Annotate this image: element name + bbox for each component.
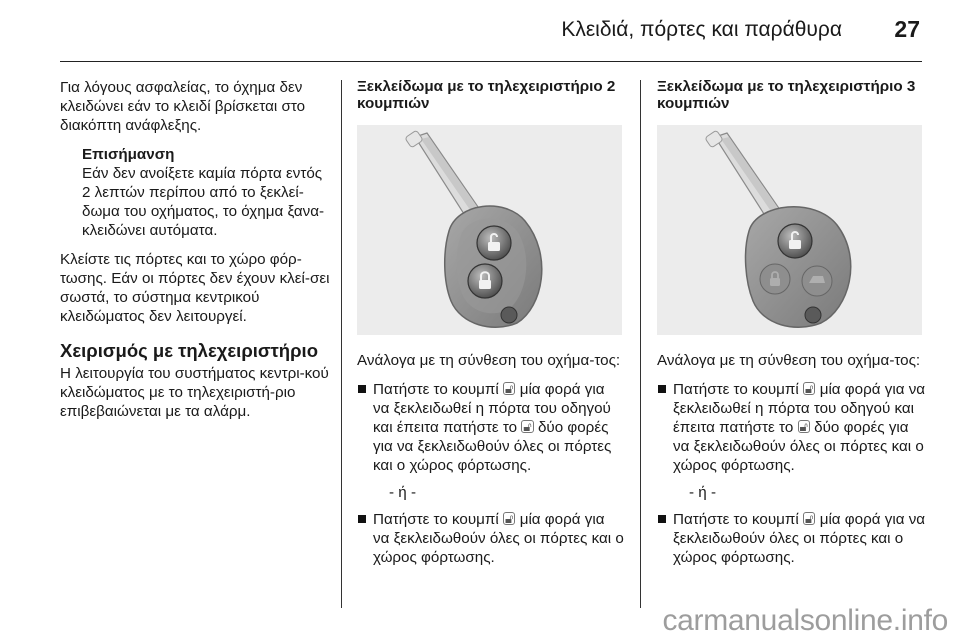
- two-button-intro: Ανάλογα με τη σύνθεση του οχήμα-τος:: [357, 352, 621, 369]
- key-ring-hole: [501, 307, 517, 323]
- key-ring-hole: [805, 307, 821, 323]
- column-divider: [640, 80, 641, 608]
- unlock-icon: 🔓︎: [505, 511, 514, 526]
- page-header: [0, 0, 960, 64]
- three-button-key-illustration: [657, 125, 922, 335]
- page-number: 27: [894, 16, 920, 42]
- unlock-icon: 🔓︎: [523, 419, 532, 434]
- list-item: Πατήστε το κουμπί 🔓︎ μία φορά για να ξεκλειδωθούν όλες οι πόρτες και ο χώρος φόρτωσης.: [657, 510, 927, 567]
- note-text: Εάν δεν ανοίξετε καμία πόρτα εντός 2 λεπτών περίπου από το ξεκλεί-δωμα του οχήματος, το όχημα ξανα-κλειδώνει αυτόματα.: [82, 165, 325, 239]
- three-button-heading: Ξεκλείδωμα με το τηλεχειριστήριο 3 κουμπιών: [657, 78, 916, 112]
- bullet-marker: [658, 385, 666, 393]
- section-heading: Χειρισμός με τηλεχειριστήριο: [60, 340, 318, 361]
- bullet-marker: [658, 515, 666, 523]
- column-right: [657, 78, 927, 575]
- close-doors-paragraph: Κλείστε τις πόρτες και το χώρο φόρ-τωσης. Εάν οι πόρτες δεν έχουν κλεί-σει σωστά, το σύστημα κεντρικού κλειδώματος δεν λειτουργεί.: [60, 251, 330, 325]
- unlock-icon: 🔓︎: [505, 381, 514, 396]
- intro-paragraph: Για λόγους ασφαλείας, το όχημα δεν κλειδώνει εάν το κλειδί βρίσκεται στο διακόπτη ανάφλεξης.: [60, 79, 306, 134]
- list-item: Πατήστε το κουμπί 🔓︎ μία φορά για να ξεκλειδωθούν όλες οι πόρτες και ο χώρος φόρτωσης.: [357, 510, 625, 567]
- unlock-icon: 🔓︎: [805, 381, 814, 396]
- or-separator: - ή -: [389, 484, 417, 501]
- unlock-icon: 🔓︎: [805, 511, 814, 526]
- unlock-icon: 🔓︎: [799, 419, 808, 434]
- list-item: Πατήστε το κουμπί 🔓︎ μία φορά για να ξεκλειδωθεί η πόρτα του οδηγού και έπειτα πατήστε το 🔓︎ δύο φορές για να ξεκλειδωθούν όλες οι πόρτες και ο χώρος φόρτωσης.: [357, 380, 625, 475]
- column-divider: [341, 80, 342, 608]
- two-button-steps: [357, 380, 625, 567]
- bullet-marker: [358, 385, 366, 393]
- column-left: [60, 78, 330, 431]
- section-paragraph: Η λειτουργία του συστήματος κεντρι-κού κλειδώματος με το τηλεχειριστή-ριο επιβεβαιώνεται με τα αλάρμ.: [60, 365, 329, 420]
- two-button-key-figure: [357, 125, 622, 335]
- note-title: Επισήμανση: [82, 146, 175, 163]
- two-button-heading: Ξεκλείδωμα με το τηλεχειριστήριο 2 κουμπιών: [357, 78, 616, 112]
- three-button-key-figure: [657, 125, 922, 335]
- note-box: [82, 145, 330, 240]
- list-item: Πατήστε το κουμπί 🔓︎ μία φορά για να ξεκλειδωθεί η πόρτα του οδηγού και έπειτα πατήστε το 🔓︎ δύο φορές για να ξεκλειδωθούν όλες οι πόρτες και ο χώρος φόρτωσης.: [657, 380, 927, 475]
- page-title: Κλειδιά, πόρτες και παράθυρα: [561, 18, 842, 41]
- three-button-steps: [657, 380, 927, 567]
- watermark: carmanualsonline.info: [662, 604, 948, 637]
- header-divider: [60, 61, 922, 62]
- two-button-key-illustration: [357, 125, 622, 335]
- column-middle: [357, 78, 625, 575]
- or-separator: - ή -: [689, 484, 717, 501]
- bullet-marker: [358, 515, 366, 523]
- three-button-intro: Ανάλογα με τη σύνθεση του οχήμα-τος:: [657, 352, 921, 369]
